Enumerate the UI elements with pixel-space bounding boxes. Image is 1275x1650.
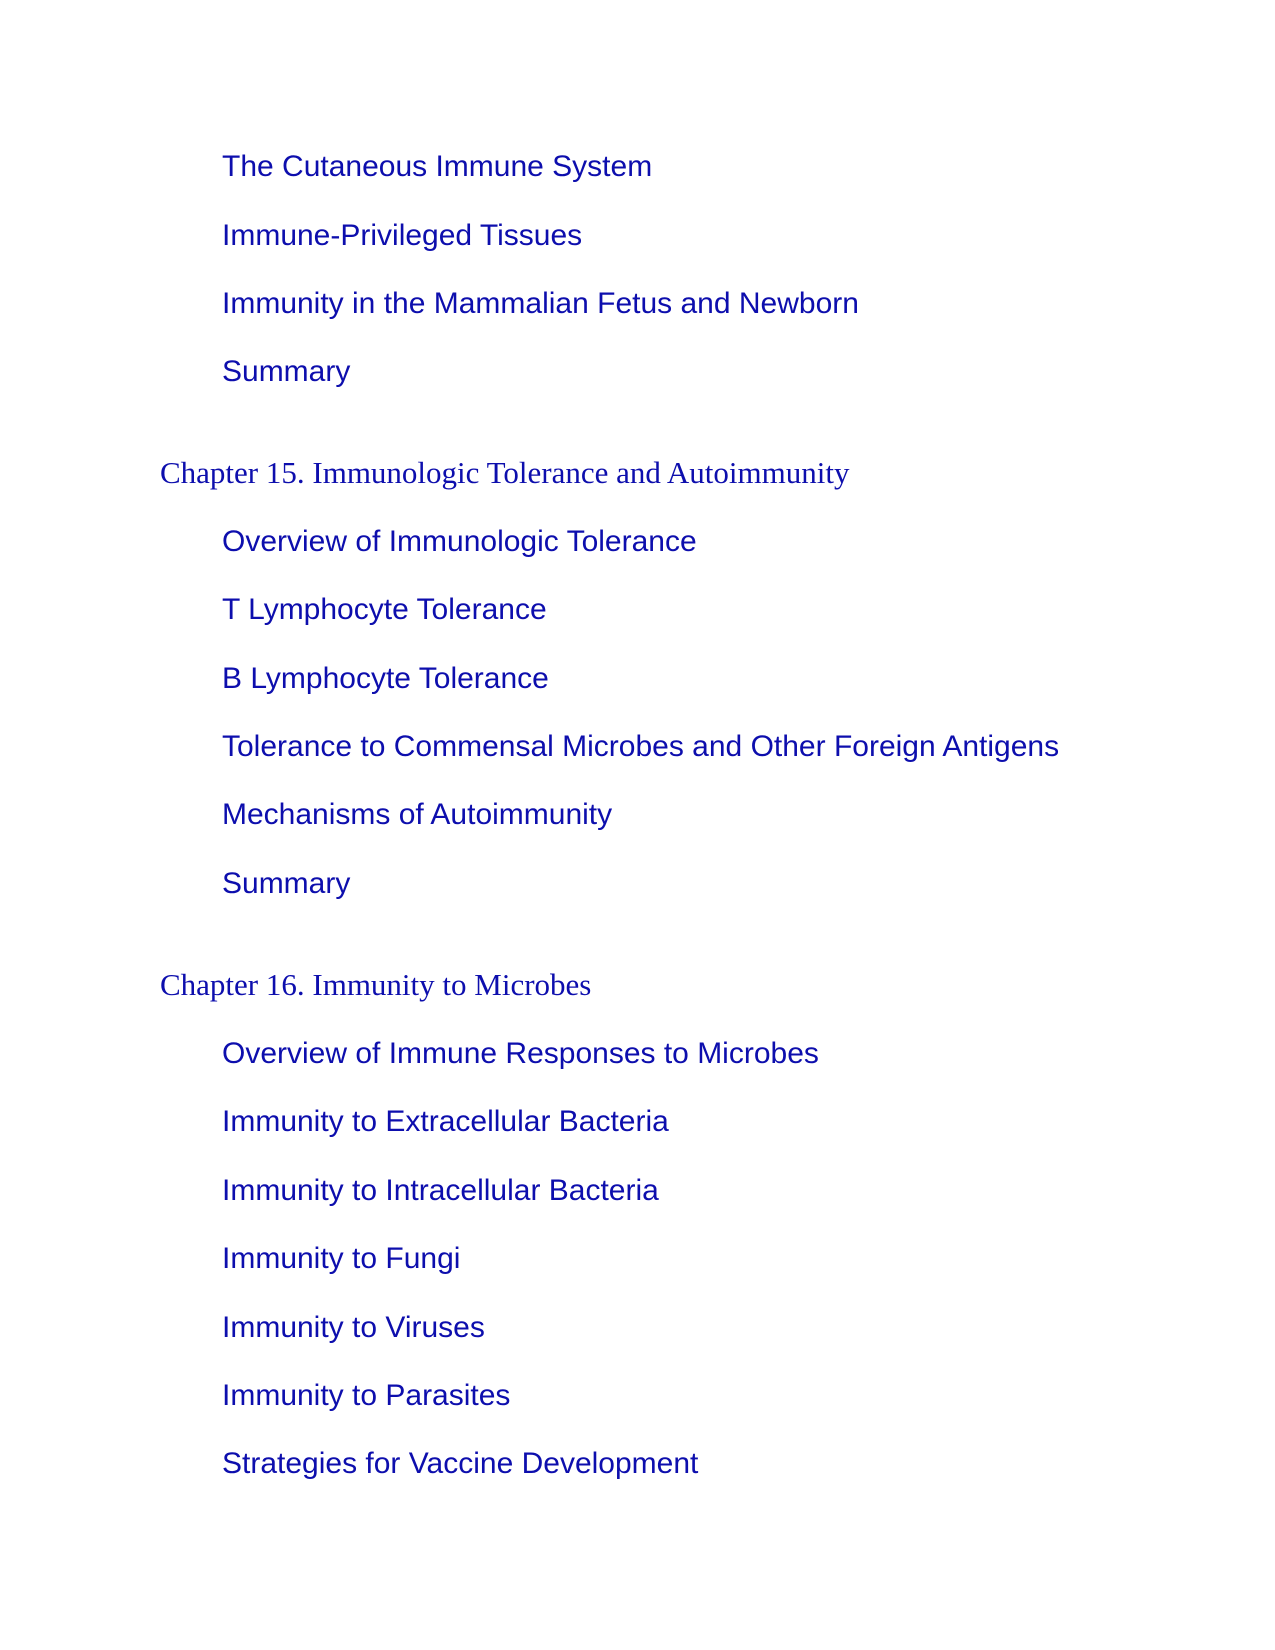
toc-link-immunity-extracellular-bacteria[interactable]: Immunity to Extracellular Bacteria <box>222 1105 669 1138</box>
toc-link-immune-privileged-tissues[interactable]: Immune-Privileged Tissues <box>222 219 583 252</box>
toc-link-overview-immune-responses-microbes[interactable]: Overview of Immune Responses to Microbes <box>222 1037 819 1070</box>
toc-link-immunity-intracellular-bacteria[interactable]: Immunity to Intracellular Bacteria <box>222 1174 659 1207</box>
toc-link-immunity-fungi[interactable]: Immunity to Fungi <box>222 1242 461 1275</box>
toc-link-mechanisms-autoimmunity[interactable]: Mechanisms of Autoimmunity <box>222 798 613 831</box>
toc-link-cutaneous-immune-system[interactable]: The Cutaneous Immune System <box>222 150 653 183</box>
chapter-16-heading: Chapter 16. Immunity to Microbes <box>160 967 592 1002</box>
toc-link-immunity-parasites[interactable]: Immunity to Parasites <box>222 1379 511 1412</box>
toc-link-b-lymphocyte-tolerance[interactable]: B Lymphocyte Tolerance <box>222 662 549 695</box>
toc-link-tolerance-commensal-microbes[interactable]: Tolerance to Commensal Microbes and Other Foreign Antigens <box>222 730 1060 763</box>
toc-link-summary[interactable]: Summary <box>222 355 351 388</box>
toc-link-overview-immunologic-tolerance[interactable]: Overview of Immunologic Tolerance <box>222 525 697 558</box>
toc-link-immunity-fetus-newborn[interactable]: Immunity in the Mammalian Fetus and Newborn <box>222 287 859 320</box>
toc-link-vaccine-development[interactable]: Strategies for Vaccine Development <box>222 1447 699 1480</box>
toc-link-summary[interactable]: Summary <box>222 867 351 900</box>
toc-link-t-lymphocyte-tolerance[interactable]: T Lymphocyte Tolerance <box>222 593 547 626</box>
toc-link-immunity-viruses[interactable]: Immunity to Viruses <box>222 1311 485 1344</box>
chapter-15-heading: Chapter 15. Immunologic Tolerance and Autoimmunity <box>160 455 850 490</box>
